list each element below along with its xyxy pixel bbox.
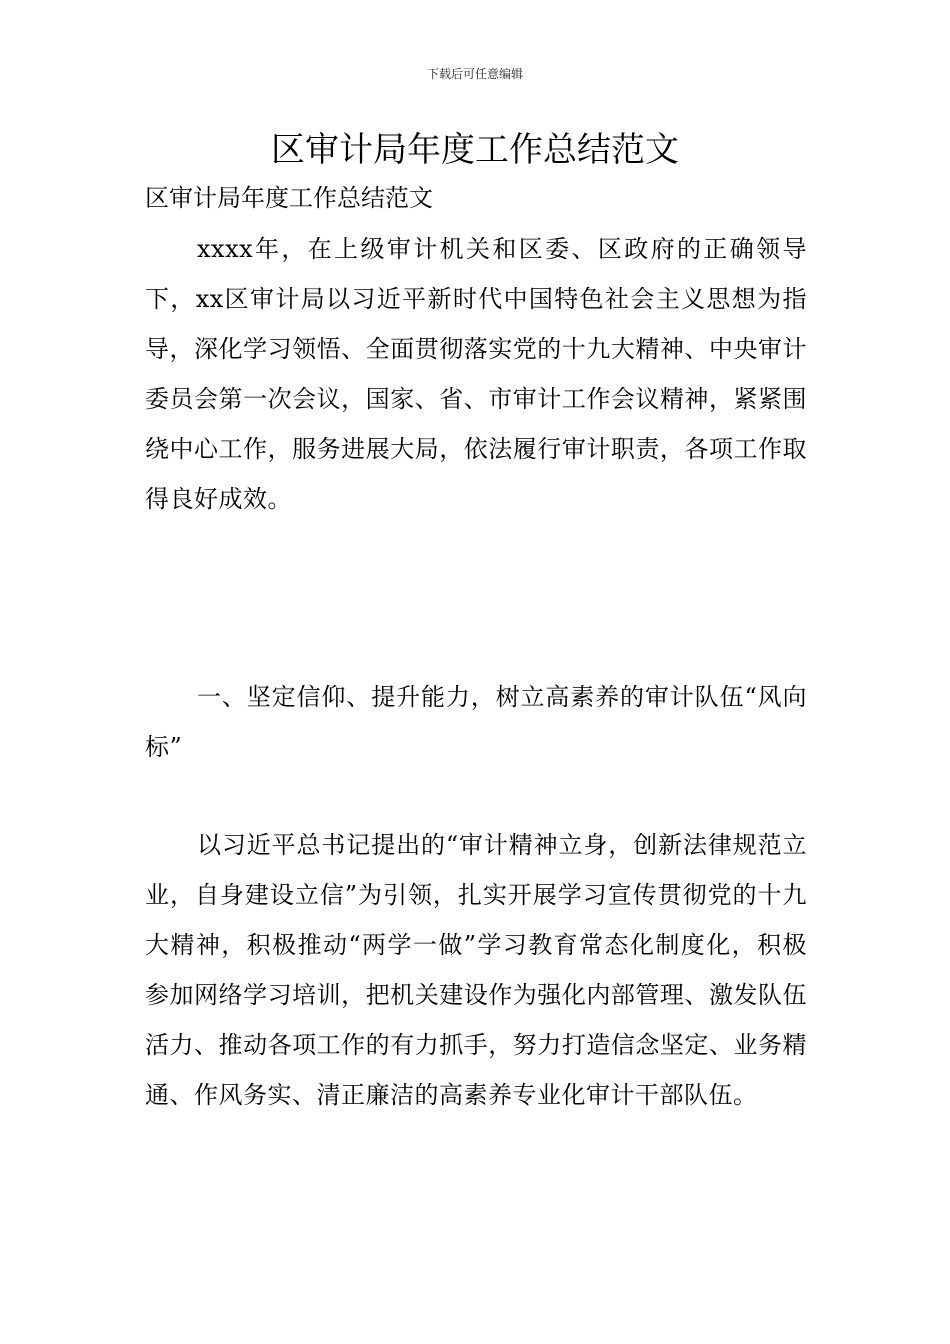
body-paragraph-intro: xxxx年，在上级审计机关和区委、区政府的正确领导下，xx区审计局以习近平新时代中国特色社会主义思想为指导，深化学习领悟、全面贯彻落实党的十九大精神、中央审计委员会第一次会议，国家、省、市审计工作会议精神，紧紧围绕中心工作，服务进展大局，依法履行审计职责，各项工作取得良好成效。: [145, 235, 807, 513]
document-title: 区审计局年度工作总结范文: [271, 130, 679, 170]
document-subtitle: 区审计局年度工作总结范文: [145, 184, 433, 212]
header-note: 下载后可任意编辑: [426, 67, 523, 81]
body-paragraph-section-one: 以习近平总书记提出的“审计精神立身，创新法律规范立业，自身建设立信”为引领，扎实开展学习宣传贯彻党的十九大精神，积极推动“两学一做”学习教育常态化制度化，积极参加网络学习培训，把机关建设作为强化内部管理、激发队伍活力、推动各项工作的有力抓手，努力打造信念坚定、业务精通、作风务实、清正廉洁的高素养专业化审计干部队伍。: [145, 831, 807, 1109]
section-heading-one: 一、坚定信仰、提升能力，树立高素养的审计队伍“风向标”: [145, 683, 807, 761]
